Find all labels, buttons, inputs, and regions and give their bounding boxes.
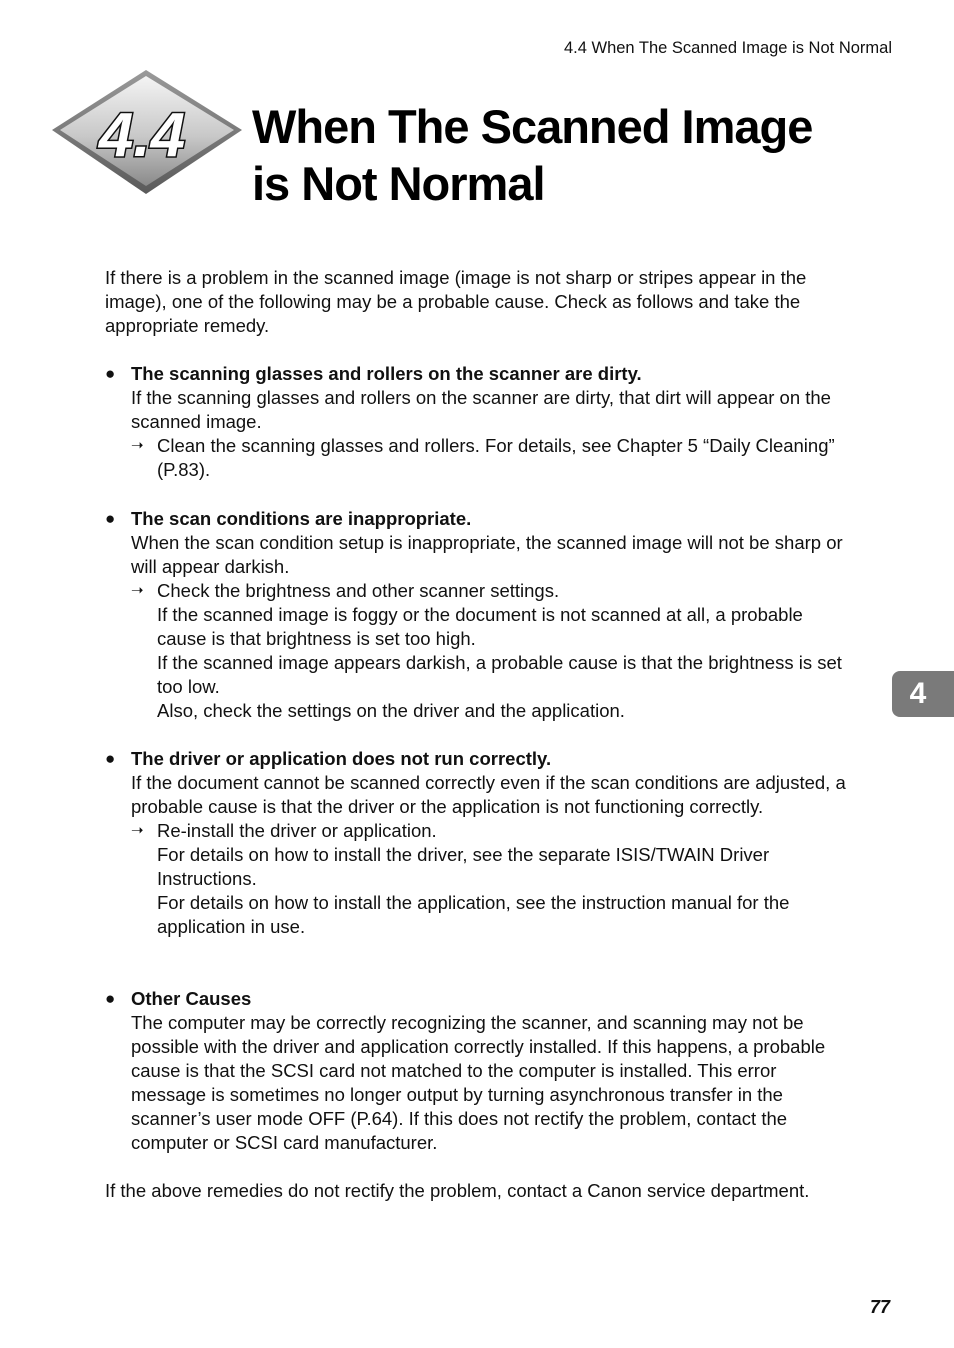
section-remedy xyxy=(105,819,850,843)
chapter-tab: 4 xyxy=(892,671,954,717)
running-header: 4.4 When The Scanned Image is Not Normal xyxy=(563,39,892,57)
bullet-icon: ● xyxy=(105,749,116,768)
section-heading-text: Other Causes xyxy=(131,988,252,1009)
section-heading-text: The driver or application does not run correctly. xyxy=(131,748,552,769)
page-number: 77 xyxy=(869,1297,890,1317)
section-remedy-text: Check the brightness and other scanner settings. xyxy=(157,580,560,601)
badge-label: 4.4 xyxy=(98,101,186,170)
remedy-note: For details on how to install the driver, see the separate ISIS/TWAIN Driver Instructions. xyxy=(157,844,770,889)
bullet-icon: ● xyxy=(105,989,116,1008)
remedy-note: For details on how to install the application, see the instruction manual for the application in use. xyxy=(157,892,790,937)
section-heading xyxy=(105,747,850,771)
section-number-badge xyxy=(50,66,246,196)
section-heading xyxy=(105,987,850,1011)
section-description: If the document cannot be scanned correctly even if the scan conditions are adjusted, a probable cause is that the driver or the application is not functioning correctly. xyxy=(131,772,846,817)
title-line-1: When The Scanned Image xyxy=(252,100,813,153)
intro-paragraph: If there is a problem in the scanned image (image is not sharp or stripes appear in the image), one of the following may be a probable cause. Check as follows and take the appropriate remedy. xyxy=(105,267,807,336)
remedy-note: Also, check the settings on the driver and the application. xyxy=(157,700,625,721)
closing-paragraph: If the above remedies do not rectify the problem, contact a Canon service department. xyxy=(105,1180,810,1201)
section-description: When the scan condition setup is inappropriate, the scanned image will not be sharp or will appear darkish. xyxy=(131,532,843,577)
bullet-icon: ● xyxy=(105,364,116,383)
bullet-icon: ● xyxy=(105,509,116,528)
section-heading xyxy=(105,362,850,386)
page-title xyxy=(252,98,812,212)
section-heading-text: The scan conditions are inappropriate. xyxy=(131,508,472,529)
remedy-note: If the scanned image is foggy or the document is not scanned at all, a probable cause is that brightness is set too high. xyxy=(157,604,803,649)
arrow-icon: ➝ xyxy=(131,437,144,454)
title-line-2: is Not Normal xyxy=(252,157,545,210)
section-driver-application xyxy=(105,747,850,939)
section-remedy-text: Re-install the driver or application. xyxy=(157,820,437,841)
section-description: If the scanning glasses and rollers on the scanner are dirty, that dirt will appear on the scanned image. xyxy=(131,387,831,432)
section-remedy-text: Clean the scanning glasses and rollers. For details, see Chapter 5 “Daily Cleaning” (P.83). xyxy=(157,435,835,480)
section-heading-text: The scanning glasses and rollers on the scanner are dirty. xyxy=(131,363,642,384)
section-other-causes xyxy=(105,987,850,1155)
section-dirty-glass xyxy=(105,362,850,482)
arrow-icon: ➝ xyxy=(131,582,144,599)
remedy-note: If the scanned image appears darkish, a probable cause is that the brightness is set too low. xyxy=(157,652,842,697)
section-remedy xyxy=(105,434,850,482)
section-scan-conditions xyxy=(105,507,850,723)
section-description: The computer may be correctly recognizing the scanner, and scanning may not be possible with the driver and application correctly installed. If this happens, a probable cause is that the SCSI card not matched to the computer is installed. This error message is sometimes no longer output by turning asynchronous transfer in the scanner’s user mode OFF (P.64). If this does not rectify the problem, contact the computer or SCSI card manufacturer. xyxy=(131,1012,826,1153)
section-remedy xyxy=(105,579,850,603)
arrow-icon: ➝ xyxy=(131,822,144,839)
section-heading xyxy=(105,507,850,531)
